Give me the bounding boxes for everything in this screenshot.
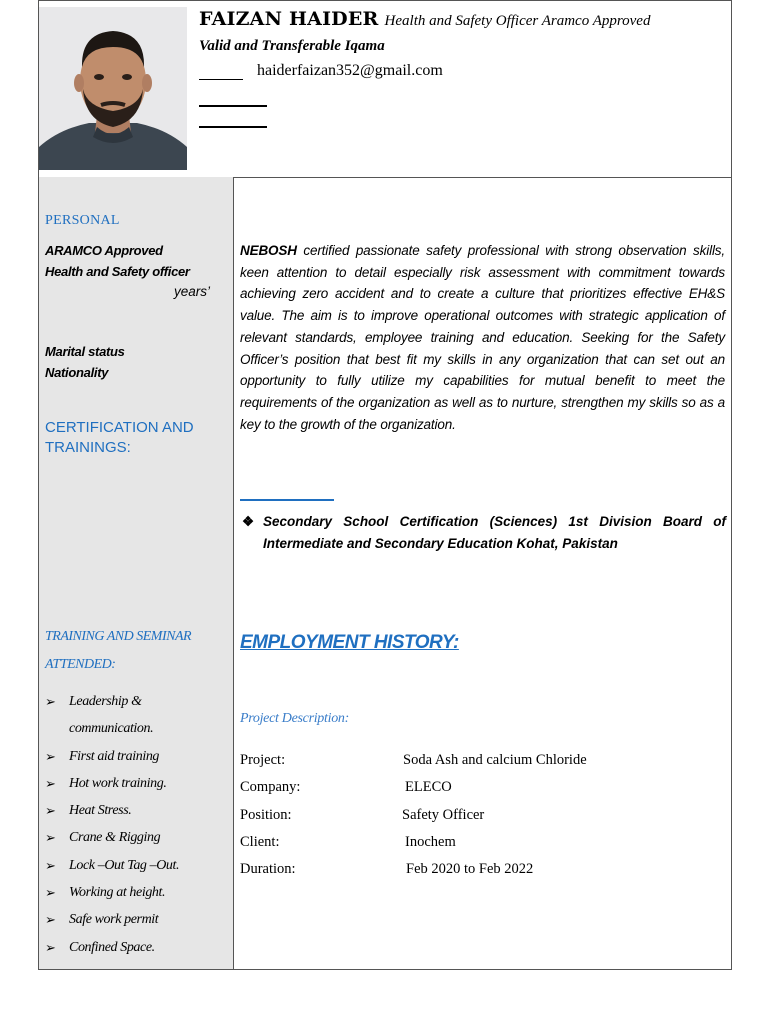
company-label: Company: — [240, 779, 301, 795]
employment-history-heading: EMPLOYMENT HISTORY: — [240, 632, 459, 653]
training-heading-line1: TRAINING AND SEMINAR — [45, 629, 192, 644]
job-title: Health and Safety Officer Aramco Approved — [384, 13, 651, 29]
list-item: ➢ Crane & Rigging — [45, 824, 225, 851]
project-value: Soda Ash and calcium Chloride — [403, 752, 587, 768]
arrow-bullet-icon: ➢ — [45, 885, 56, 901]
experience-years: years’ — [174, 284, 211, 299]
professional-summary — [240, 240, 725, 435]
arrow-bullet-icon: ➢ — [45, 857, 56, 873]
name-title-line — [199, 8, 650, 30]
diamond-bullet-icon: ❖ — [242, 514, 255, 529]
list-item: ➢ Heat Stress. — [45, 797, 225, 824]
position-label: Position: — [240, 807, 292, 823]
arrow-bullet-icon: ➢ — [45, 912, 56, 928]
duration-label: Duration: — [240, 861, 296, 877]
duration-value: Feb 2020 to Feb 2022 — [406, 861, 534, 877]
training-heading-line2: ATTENDED: — [45, 657, 116, 672]
email-address[interactable]: haiderfaizan352@gmail.com — [257, 62, 443, 79]
arrow-bullet-icon: ➢ — [45, 694, 56, 709]
list-item: ➢ Confined Space. — [45, 934, 225, 961]
arrow-bullet-icon: ➢ — [45, 939, 56, 955]
profile-photo-image — [39, 7, 187, 170]
arrow-bullet-icon: ➢ — [45, 830, 56, 846]
aramco-approved: ARAMCO Approved — [45, 243, 163, 258]
education-rule — [240, 499, 334, 501]
certification-heading-line2: TRAININGS: — [45, 439, 131, 456]
hse-officer: Health and Safety officer — [45, 264, 190, 279]
education-text: Secondary School Certification (Sciences) 1st Division Board of Intermediate and Secondary Education Kohat, Pakistan — [263, 514, 726, 551]
list-item: ➢ Safe work permit — [45, 906, 225, 933]
iqama-status: Valid and Transferable Iqama — [199, 38, 385, 54]
list-item: ➢ Working at height. — [45, 879, 225, 906]
client-label: Client: — [240, 834, 280, 850]
list-item: ➢ Leadership & communication. — [45, 688, 225, 743]
training-list — [45, 688, 225, 961]
position-value: Safety Officer — [402, 807, 485, 823]
personal-heading: PERSONAL — [45, 213, 120, 228]
nationality-label: Nationality — [45, 365, 109, 380]
certification-heading — [45, 418, 194, 458]
project-label: Project: — [240, 752, 286, 768]
arrow-bullet-icon: ➢ — [45, 775, 56, 791]
contact-underline-2 — [199, 126, 267, 128]
certification-heading-line1: CERTIFICATION AND — [45, 419, 194, 436]
education-entry — [242, 511, 726, 554]
arrow-bullet-icon: ➢ — [45, 803, 56, 819]
candidate-name: FAIZAN HAIDER — [199, 8, 379, 30]
marital-status-label: Marital status — [45, 344, 125, 359]
summary-text: certified passionate safety professional with strong observation skills, keen attention to detail especially risk assessment with commitment towards achieving zero accident and to create a culture that prioritizes effective EH&S value. The aim is to improve operational outcomes with strategic application of relevant standards, employee training and education. Seeking for the Safety Officer’s position that best fit my skills in any organization that can set out an opportunity to fully utilize my capabilities for mutual benefit to meet the requirements of the organization as well as to nurture, strengthen my skills so as a key to the growth of the organization. — [240, 243, 725, 432]
profile-photo — [39, 7, 187, 170]
client-value: Inochem — [405, 834, 456, 850]
training-heading — [45, 623, 191, 679]
contact-underline-1 — [199, 105, 267, 107]
company-value: ELECO — [405, 779, 452, 795]
list-item: ➢ First aid training — [45, 743, 225, 770]
arrow-bullet-icon: ➢ — [45, 748, 56, 764]
list-item: ➢ Hot work training. — [45, 770, 225, 797]
project-description-heading: Project Description: — [240, 711, 349, 726]
summary-lead: NEBOSH — [240, 243, 297, 258]
list-item: ➢ Lock –Out Tag –Out. — [45, 852, 225, 879]
email-underline — [199, 65, 243, 80]
email-row — [199, 62, 443, 80]
